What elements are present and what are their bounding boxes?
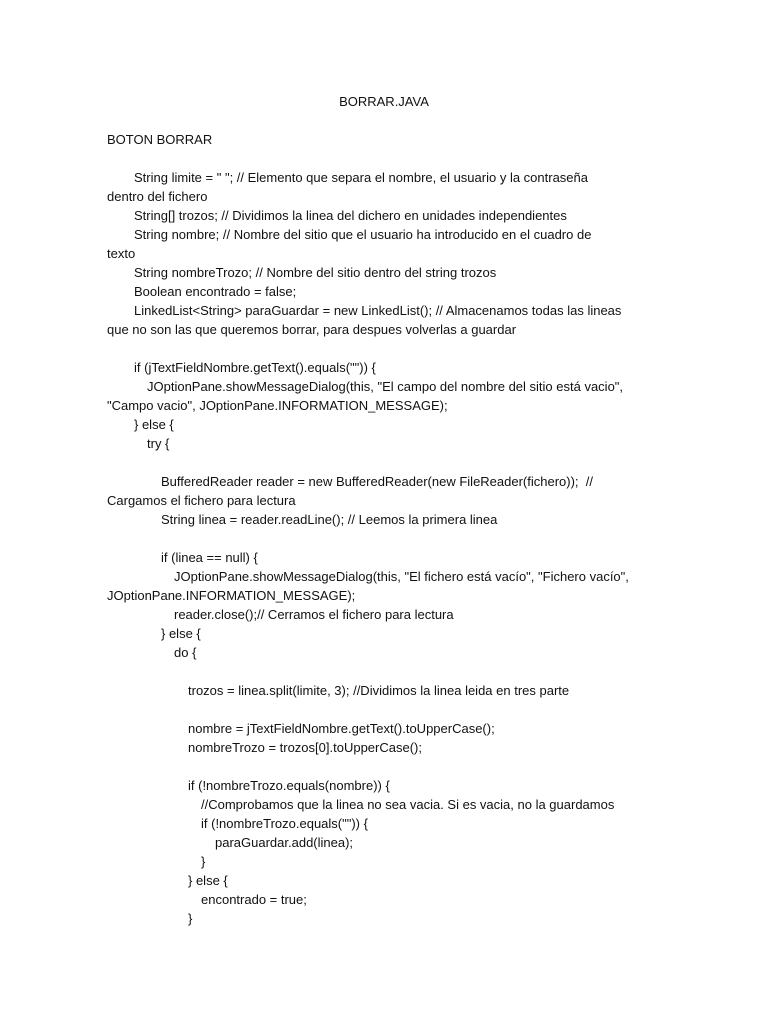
blank-line [107,339,662,358]
code-line: if (!nombreTrozo.equals(nombre)) { [188,778,390,793]
code-line: if (!nombreTrozo.equals("")) { [201,816,368,831]
code-line: } [201,854,206,869]
code-line: trozos = linea.split(limite, 3); //Dividimos la linea leida en tres parte [188,683,570,698]
code-line: String limite = " "; // Elemento que separa el nombre, el usuario y la contraseña [134,170,588,185]
code-line: } [188,911,193,926]
code-line: BufferedReader reader = new BufferedReader(new FileReader(fichero)); // [161,474,593,489]
blank-line [107,529,662,548]
code-line: } else { [134,417,174,432]
code-line: try { [147,436,170,451]
code-line: //Comprobamos que la linea no sea vacia. Si es vacia, no la guardamos [201,797,615,812]
code-line: if (jTextFieldNombre.getText().equals("")) { [134,360,376,375]
code-line: String nombreTrozo; // Nombre del sitio dentro del string trozos [134,265,497,280]
code-line: Boolean encontrado = false; [134,284,297,299]
code-line: } else { [188,873,228,888]
code-line: nombre = jTextFieldNombre.getText().toUpperCase(); [188,721,495,736]
code-line: do { [174,645,197,660]
document-title: BORRAR.JAVA [339,94,429,109]
code-line: if (linea == null) { [161,550,258,565]
code-line: String nombre; // Nombre del sitio que el usuario ha introducido en el cuadro de [134,227,592,242]
code-line: encontrado = true; [201,892,307,907]
code-line: Cargamos el fichero para lectura [107,493,296,508]
code-line: nombreTrozo = trozos[0].toUpperCase(); [188,740,422,755]
code-line: String linea = reader.readLine(); // Leemos la primera linea [161,512,498,527]
code-line: String[] trozos; // Dividimos la linea del dichero en unidades independientes [134,208,567,223]
code-line: texto [107,246,136,261]
blank-line [107,662,662,681]
code-line: dentro del fichero [107,189,208,204]
code-line: que no son las que queremos borrar, para despues volverlas a guardar [107,322,517,337]
code-line: JOptionPane.showMessageDialog(this, "El campo del nombre del sitio está vacio", [147,379,624,394]
blank-line [107,700,662,719]
code-line: LinkedList<String> paraGuardar = new LinkedList(); // Almacenamos todas las lineas [134,303,622,318]
section-title: BOTON BORRAR [107,132,213,147]
code-line: } else { [161,626,201,641]
code-line: paraGuardar.add(linea); [215,835,354,850]
code-line: "Campo vacio", JOptionPane.INFORMATION_MESSAGE); [107,398,448,413]
blank-line [107,757,662,776]
blank-line [107,453,662,472]
code-block [107,168,662,928]
code-line: reader.close();// Cerramos el fichero para lectura [174,607,454,622]
code-line: JOptionPane.showMessageDialog(this, "El fichero está vacío", "Fichero vacío", [174,569,629,584]
code-line: JOptionPane.INFORMATION_MESSAGE); [107,588,356,603]
